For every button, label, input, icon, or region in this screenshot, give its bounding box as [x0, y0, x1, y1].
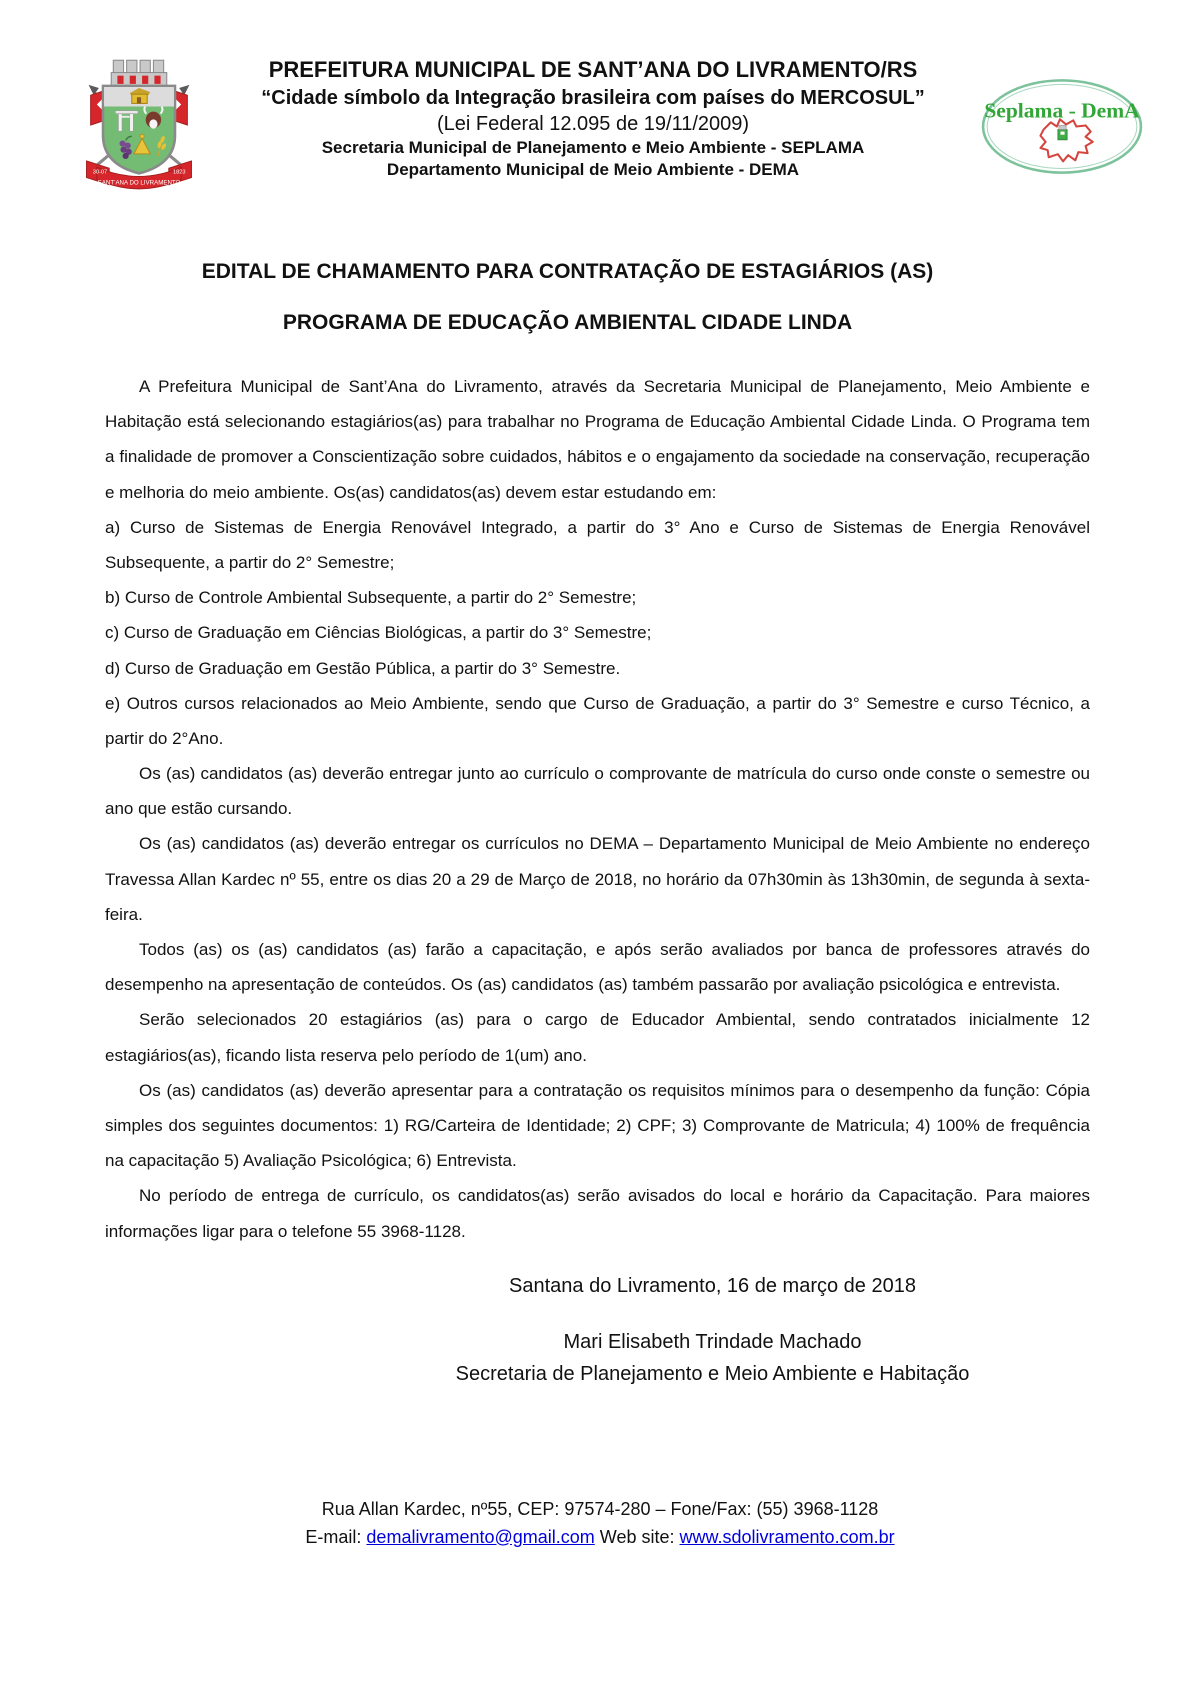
- signature-name: Mari Elisabeth Trindade Machado: [563, 1330, 862, 1353]
- footer-email-label: E-mail:: [305, 1526, 362, 1547]
- paragraph: c) Curso de Graduação em Ciências Biológicas, a partir do 3° Semestre;: [105, 623, 652, 643]
- document-title: EDITAL DE CHAMAMENTO PARA CONTRATAÇÃO DE ESTAGIÁRIOS (AS): [201, 260, 934, 283]
- paragraph: A Prefeitura Municipal de Sant’Ana do Livramento, através da Secretaria Municipal de Planejamento, Meio Ambiente e Habitação está selecionando estagiários(as) para trabalhar no Programa de Educação Ambiental Cidade Linda. O Programa tem a finalidade de promover a Conscientização sobre cuidados, hábitos e o engajamento da sociedade na conservação, recuperação e melhoria do meio ambiente. Os(as) candidatos(as) devem estar estudando em:: [105, 377, 1090, 502]
- paragraph: a) Curso de Sistemas de Energia Renovável Integrado, a partir do 3° Ano e Curso de Sistemas de Energia Renovável Subsequente, a partir do 2° Semestre;: [105, 517, 1090, 572]
- footer-website-label: Web site:: [599, 1526, 675, 1547]
- footer-website-link[interactable]: www.sdolivramento.com.br: [679, 1526, 895, 1547]
- paragraph: b) Curso de Controle Ambiental Subsequente, a partir do 2° Semestre;: [105, 588, 637, 608]
- ribbon-date-left: 30-07: [92, 169, 108, 176]
- org-secretariat: Secretaria Municipal de Planejamento e Meio Ambiente - SEPLAMA: [321, 137, 865, 157]
- paragraph: Serão selecionados 20 estagiários (as) para o cargo de Educador Ambiental, sendo contratados inicialmente 12 estagiários(as), ficando lista reserva pelo período de 1(um) ano.: [105, 1010, 1090, 1065]
- signature-role: Secretaria de Planejamento e Meio Ambiente e Habitação: [455, 1362, 970, 1385]
- org-motto: “Cidade símbolo da Integração brasileira com países do MERCOSUL”: [261, 86, 925, 109]
- paragraph: d) Curso de Graduação em Gestão Pública, a partir do 3° Semestre.: [105, 658, 621, 678]
- seplama-dema-label: Seplama - DemA: [984, 98, 1140, 123]
- seplama-dema-logo-icon: [980, 78, 1144, 176]
- org-name: PREFEITURA MUNICIPAL DE SANT’ANA DO LIVRAMENTO/RS: [268, 57, 918, 82]
- org-department: Departamento Municipal de Meio Ambiente - DEMA: [386, 159, 800, 179]
- document-body: [105, 369, 1090, 1249]
- ribbon-date-right: 1823: [172, 169, 186, 176]
- coat-of-arms-icon: [72, 52, 206, 196]
- paragraph: e) Outros cursos relacionados ao Meio Ambiente, sendo que Curso de Graduação, a partir do 3° Semestre e curso Técnico, a partir do 2°Ano.: [105, 693, 1090, 748]
- page-footer: [0, 1496, 1200, 1552]
- ribbon-text: SANT’ANA DO LIVRAMENTO: [97, 179, 181, 187]
- footer-contact-line: [0, 1524, 1200, 1552]
- dateline: Santana do Livramento, 16 de março de 2018: [509, 1274, 916, 1297]
- paragraph: Todos (as) os (as) candidatos (as) farão a capacitação, e após serão avaliados por banca de professores através do desempenho na apresentação de conteúdos. Os (as) candidatos (as) também passarão por avaliação psicológica e entrevista.: [105, 940, 1090, 995]
- paragraph: Os (as) candidatos (as) deverão entregar os currículos no DEMA – Departamento Municipal de Meio Ambiente no endereço Travessa Allan Kardec nº 55, entre os dias 20 a 29 de Março de 2018, no horário da 07h30min às 13h30min, de segunda à sexta-feira.: [105, 834, 1090, 924]
- paragraph: Os (as) candidatos (as) deverão apresentar para a contratação os requisitos mínimos para o desempenho da função: Cópia simples dos seguintes documentos: 1) RG/Carteira de Identidade; 2) CPF; 3) Comprovante de Matricula; 4) 100% de frequência na capacitação 5) Avaliação Psicológica; 6) Entrevista.: [105, 1080, 1090, 1171]
- footer-address: Rua Allan Kardec, nº55, CEP: 97574-280 – Fone/Fax: (55) 3968-1128: [321, 1498, 879, 1519]
- letterhead-text: [206, 52, 980, 181]
- signature-block: [335, 1326, 1090, 1390]
- org-law: (Lei Federal 12.095 de 19/11/2009): [436, 112, 750, 135]
- letterhead: [0, 0, 1200, 196]
- document-subtitle: PROGRAMA DE EDUCAÇÃO AMBIENTAL CIDADE LINDA: [282, 311, 853, 334]
- paragraph: No período de entrega de currículo, os candidatos(as) serão avisados do local e horário da Capacitação. Para maiores informações ligar para o telefone 55 3968-1128.: [105, 1186, 1090, 1241]
- paragraph: Os (as) candidatos (as) deverão entregar junto ao currículo o comprovante de matrícula do curso onde conste o semestre ou ano que estão cursando.: [105, 764, 1090, 819]
- footer-email-link[interactable]: demalivramento@gmail.com: [366, 1526, 595, 1547]
